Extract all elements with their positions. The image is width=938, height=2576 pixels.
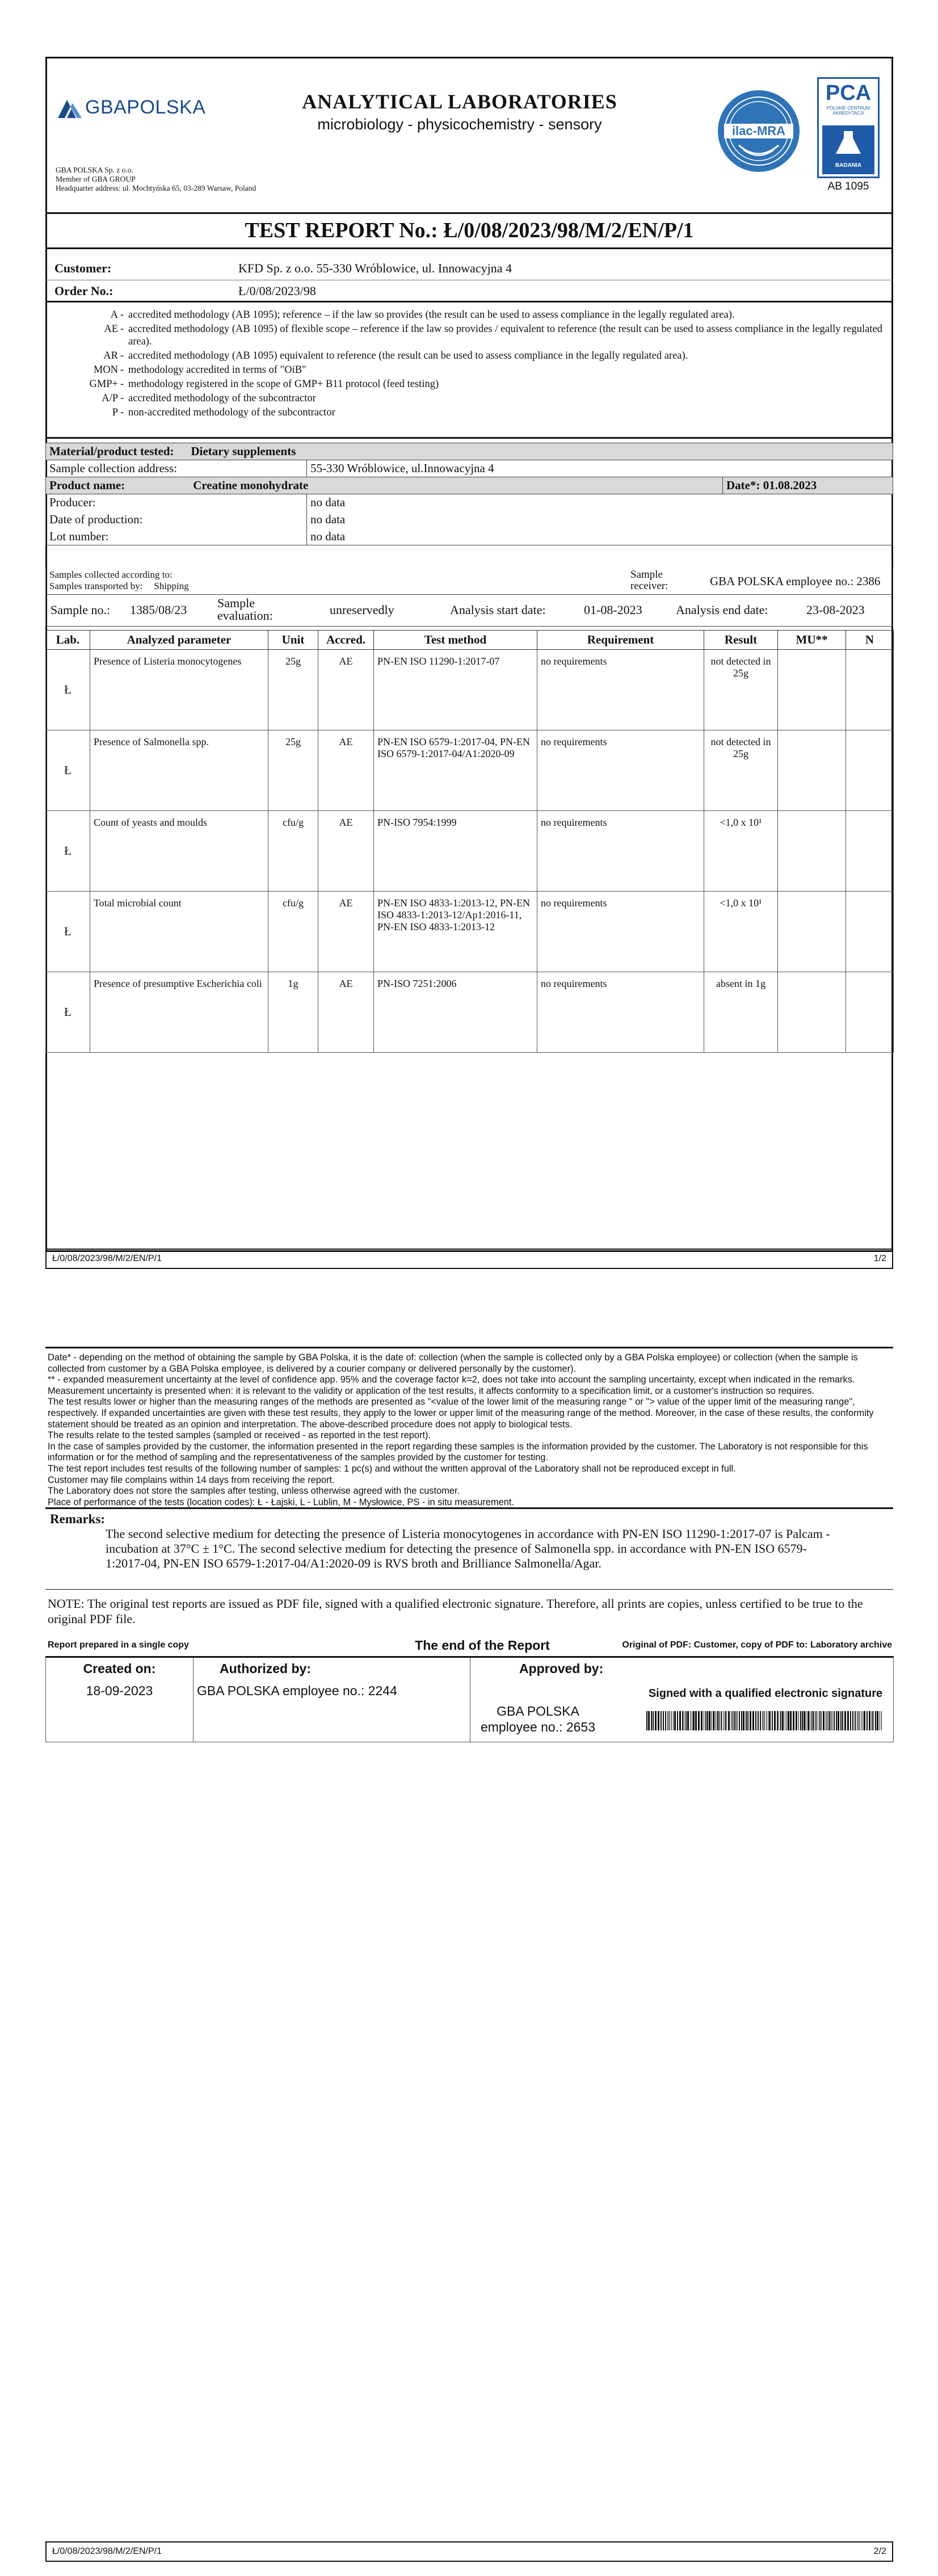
cell-param: Total microbial count — [90, 892, 268, 972]
cell-method: PN-ISO 7954:1999 — [374, 811, 537, 892]
divider — [45, 212, 893, 214]
start-label: Analysis start date: — [450, 603, 546, 617]
product-value: Creatine monohydrate — [193, 478, 309, 492]
signature-note: Signed with a qualified electronic signature — [648, 1687, 883, 1700]
company-line: Member of GBA GROUP — [56, 175, 136, 183]
sample-no-label: Sample no.: — [51, 603, 111, 617]
end-label: Analysis end date: — [676, 603, 768, 617]
gba-logo — [57, 95, 227, 120]
cell-accred: AE — [318, 650, 374, 730]
cell-mu — [778, 972, 846, 1053]
divider — [45, 437, 893, 439]
cell-mu — [778, 730, 846, 811]
cell-result: <1,0 x 10¹ — [704, 892, 778, 972]
end-of-report: The end of the Report — [415, 1638, 550, 1653]
production-label: Date of production: — [46, 511, 307, 528]
cell-unit: 25g — [268, 650, 318, 730]
cell-param: Count of yeasts and moulds — [90, 811, 268, 892]
cell-unit: cfu/g — [268, 892, 318, 972]
cell-accred: AE — [318, 972, 374, 1053]
cell-result: absent in 1g — [704, 972, 778, 1053]
page1-footer — [45, 1249, 893, 1269]
date-label: Date*: — [726, 478, 760, 492]
gba-logo-icon — [57, 96, 83, 119]
remarks-text: The second selective medium for detecting the presence of Listeria monocytogenes in accordance with PN-EN ISO 11290-1:2017-07 is Palcam - incubation at 37°C ± 1°C. The second selective medium for detecting the presence of Salmonella spp. in accordance with PN-EN ISO 6579-1:2017-04, PN-EN ISO 6579-1:2017-04/A1:2020-09 is RVS broth and Brilliance Salmonella/Agar. — [106, 1527, 830, 1570]
note-line: The Laboratory does not store the samples after testing, unless otherwise agreed with the customer. — [48, 1486, 460, 1497]
cell-accred: AE — [318, 730, 374, 811]
cell-lab: Ł — [46, 972, 90, 1053]
approved-value: GBA POLSKA employee no.: 2653 — [480, 1704, 596, 1734]
cell-lab: Ł — [46, 650, 90, 730]
flask-icon — [822, 125, 874, 159]
cell-n — [846, 730, 894, 811]
order-value: Ł/0/08/2023/98 — [238, 284, 316, 298]
accreditation-number: AB 1095 — [827, 180, 869, 192]
transported-value: Shipping — [154, 581, 189, 591]
cell-mu — [778, 892, 846, 972]
cell-unit: cfu/g — [268, 811, 318, 892]
cell-result: not detected in 25g — [704, 650, 778, 730]
cell-n — [846, 811, 894, 892]
evaluation-value: unreservedly — [330, 603, 394, 617]
pca-badge-box — [822, 125, 874, 174]
cell-accred: AE — [318, 892, 374, 972]
date-value: 01.08.2023 — [763, 478, 817, 492]
pca-logo — [817, 77, 880, 178]
cell-method: PN-EN ISO 4833-1:2013-12, PN-EN ISO 4833-1:2013-12/Ap1:2016-11, PN-EN ISO 4833-1:2013-12 — [374, 892, 537, 972]
ilac-text: ilac-MRA — [731, 124, 786, 138]
cell-lab: Ł — [46, 730, 90, 811]
cell-lab: Ł — [46, 811, 90, 892]
footer-page: 2/2 — [873, 2546, 886, 2556]
producer-label: Producer: — [46, 494, 307, 511]
note-line: Customer may file complains within 14 days from receiving the report. — [48, 1474, 335, 1485]
report-title: TEST REPORT No.: Ł/0/08/2023/98/M/2/EN/P/1 — [245, 218, 694, 242]
accreditation-legend — [48, 309, 891, 421]
cell-accred: AE — [318, 811, 374, 892]
table-row — [46, 892, 894, 972]
cell-req: no requirements — [537, 892, 704, 972]
note-line: ** - expanded measurement uncertainty at the level of confidence app. 95% and the coverage factor k=2, does not take into account the sampling uncertainty, except when indicated in the remarks. — [48, 1375, 855, 1385]
samples-info-row — [45, 568, 893, 595]
col-header: N — [846, 631, 894, 650]
collection-label: Sample collection address: — [46, 460, 307, 477]
company-logo-text: GBAPOLSKA — [85, 96, 206, 118]
order-label: Order No.: — [54, 284, 113, 298]
cell-lab: Ł — [46, 892, 90, 972]
cell-param: Presence of Listeria monocytogenes — [90, 650, 268, 730]
ilac-mra-logo — [716, 89, 801, 174]
col-header: Accred. — [318, 631, 374, 650]
footer-ref: Ł/0/08/2023/98/M/2/EN/P/1 — [52, 1254, 162, 1263]
company-line: GBA POLSKA Sp. z o.o. — [56, 166, 133, 174]
cell-unit: 1g — [268, 972, 318, 1053]
cell-param: Presence of Salmonella spp. — [90, 730, 268, 811]
pdf-note: NOTE: The original test reports are issued as PDF file, signed with a qualified electronic signature. Therefore, all prints are copies, unless certified to be true to the original PDF file. — [48, 1596, 863, 1626]
sample-no-value: 1385/08/23 — [130, 603, 187, 617]
customer-value: KFD Sp. z o.o. 55-330 Wróblowice, ul. Innowacyjna 4 — [238, 261, 512, 275]
material-info-table — [45, 443, 893, 545]
note-line: Place of performance of the tests (location codes): Ł - Łajski, L - Lublin, M - Mysłowice, PS - in situ measurement. — [48, 1497, 514, 1507]
cell-method: PN-ISO 7251:2006 — [374, 972, 537, 1053]
table-row — [46, 650, 894, 730]
barcode-icon — [646, 1711, 885, 1730]
pca-badania: BADANIA — [835, 162, 862, 169]
single-copy-note: Report prepared in a single copy — [48, 1640, 189, 1650]
cell-result: <1,0 x 10¹ — [704, 811, 778, 892]
divider — [45, 1589, 893, 1590]
material-value: Dietary supplements — [191, 444, 296, 458]
created-value: 18-09-2023 — [86, 1683, 153, 1698]
evaluation-label: Sample evaluation: — [217, 596, 273, 623]
note-line: The test report includes test results of the following number of samples: 1 pc(s) and without the written approval of the Laboratory shall not be reproduced except in full. — [48, 1463, 736, 1474]
authorized-value: GBA POLSKA employee no.: 2244 — [197, 1683, 397, 1698]
results-table — [45, 630, 894, 1053]
cell-req: no requirements — [537, 972, 704, 1053]
cell-req: no requirements — [537, 730, 704, 811]
company-address — [56, 166, 256, 193]
pca-sub: POLSKIE CENTRUM AKREDYTACJI — [826, 106, 870, 116]
signature-table — [45, 1656, 894, 1742]
sample-number-row — [45, 595, 893, 627]
col-header: Result — [704, 631, 778, 650]
cell-n — [846, 972, 894, 1053]
start-value: 01-08-2023 — [584, 603, 642, 617]
note-line: In the case of samples provided by the customer, the information presented in the report regarding these samples is the information provided by the customer. The Laboratory is not responsible for this information or for the method of sampling and the representativeness of the samples provided by the customer for testing. — [48, 1441, 868, 1463]
approved-label: Approved by: — [519, 1661, 604, 1676]
footer-ref: Ł/0/08/2023/98/M/2/EN/P/1 — [52, 2546, 162, 2556]
cell-result: not detected in 25g — [704, 730, 778, 811]
created-label: Created on: — [83, 1661, 156, 1676]
lot-label: Lot number: — [46, 528, 307, 545]
legend-item: MON - methodology accredited in terms of "OiB" — [93, 364, 306, 376]
cell-unit: 25g — [268, 730, 318, 811]
customer-label: Customer: — [54, 261, 112, 275]
divider — [45, 1507, 893, 1509]
legend-item: GMP+ - methodology registered in the scope of GMP+ B11 protocol (feed testing) — [89, 379, 439, 390]
cell-method: PN-EN ISO 6579-1:2017-04, PN-EN ISO 6579-1:2017-04/A1:2020-09 — [374, 730, 537, 811]
product-label: Product name: — [49, 478, 125, 492]
original-pdf-note: Original of PDF: Customer, copy of PDF to: Laboratory archive — [622, 1640, 892, 1650]
cell-n — [846, 892, 894, 972]
col-header: MU** — [778, 631, 846, 650]
note-line: Measurement uncertainty is presented when: it is relevant to the validity or application of the test results, it affects conformity to a specification limit, or a customer's instruction so requires. — [48, 1385, 815, 1396]
table-row — [46, 730, 894, 811]
col-header: Requirement — [537, 631, 704, 650]
material-label: Material/product tested: — [49, 444, 174, 458]
remarks-label: Remarks: — [50, 1512, 106, 1526]
col-header: Analyzed parameter — [90, 631, 268, 650]
legend-item: AE - accredited methodology (AB 1095) of flexible scope – reference if the law so provides / equivalent to reference (the result can be used to assess compliance in the legally regulated area). — [104, 323, 882, 347]
legend-item: AR - accredited methodology (AB 1095) equivalent to reference (the result can be used to assess compliance in the legally regulated area). — [103, 350, 688, 362]
report-notes — [48, 1352, 893, 1508]
legend-item: A/P - accredited methodology of the subcontractor — [102, 393, 316, 404]
col-header: Test method — [374, 631, 537, 650]
cell-mu — [778, 811, 846, 892]
cell-n — [846, 650, 894, 730]
legend-item: P - non-accredited methodology of the subcontractor — [112, 407, 335, 418]
divider — [45, 301, 893, 302]
company-line: Headquarter address: ul. Mochtyńska 65, 03-289 Warsaw, Poland — [56, 184, 256, 192]
receiver-label: Sample receiver: — [630, 569, 668, 592]
authorized-label: Authorized by: — [220, 1661, 311, 1676]
col-header: Unit — [268, 631, 318, 650]
pca-text: PCA — [825, 81, 872, 105]
cell-req: no requirements — [537, 650, 704, 730]
cell-mu — [778, 650, 846, 730]
collected-label: Samples collected according to: — [49, 569, 173, 580]
end-value: 23-08-2023 — [806, 603, 865, 617]
production-value: no data — [307, 511, 893, 528]
lab-subtitle: microbiology - physicochemistry - sensory — [317, 116, 602, 133]
cell-method: PN-EN ISO 11290-1:2017-07 — [374, 650, 537, 730]
table-row — [46, 811, 894, 892]
note-line: Date* - depending on the method of obtaining the sample by GBA Polska, it is the date of: collection (when the sample is collected only by a GBA Polska employee) or collection (when the sample is collected from customer by a GBA Polska employee, is delivered by a courier company or delivered personally by the customer). — [48, 1352, 858, 1374]
collection-value: 55-330 Wróblowice, ul.Innowacyjna 4 — [307, 460, 893, 477]
note-line: The results relate to the tested samples (sampled or received - as reported in the test report). — [48, 1430, 431, 1441]
cell-req: no requirements — [537, 811, 704, 892]
lot-value: no data — [307, 528, 893, 545]
col-header: Lab. — [46, 631, 90, 650]
receiver-value: GBA POLSKA employee no.: 2386 — [710, 574, 881, 588]
lab-title: ANALYTICAL LABORATORIES — [302, 90, 617, 113]
table-row — [46, 972, 894, 1053]
divider — [45, 1347, 893, 1348]
note-line: The test results lower or higher than the measuring ranges of the methods are presented as "<value of the lower limit of the measuring range " or "> value of the upper limit of the measuring range", respectively. If expanded uncertainties are given with these test results, they apply to the lower or upper limit of the measuring range of the method. Moreover, in the case of these results, the conformity statement should be treated as an opinion and interpretation. The above-described procedure does not apply to biological tests. — [48, 1397, 874, 1430]
footer-page: 1/2 — [873, 1254, 886, 1263]
transported-label: Samples transported by: — [49, 581, 143, 591]
page2-footer — [45, 2541, 893, 2562]
producer-value: no data — [307, 494, 893, 511]
legend-item: A - accredited methodology (AB 1095); reference – if the law so provides (the result can be used to assess compliance in the legally regulated area). — [110, 309, 735, 321]
divider — [45, 247, 893, 249]
cell-param: Presence of presumptive Escherichia coli — [90, 972, 268, 1053]
